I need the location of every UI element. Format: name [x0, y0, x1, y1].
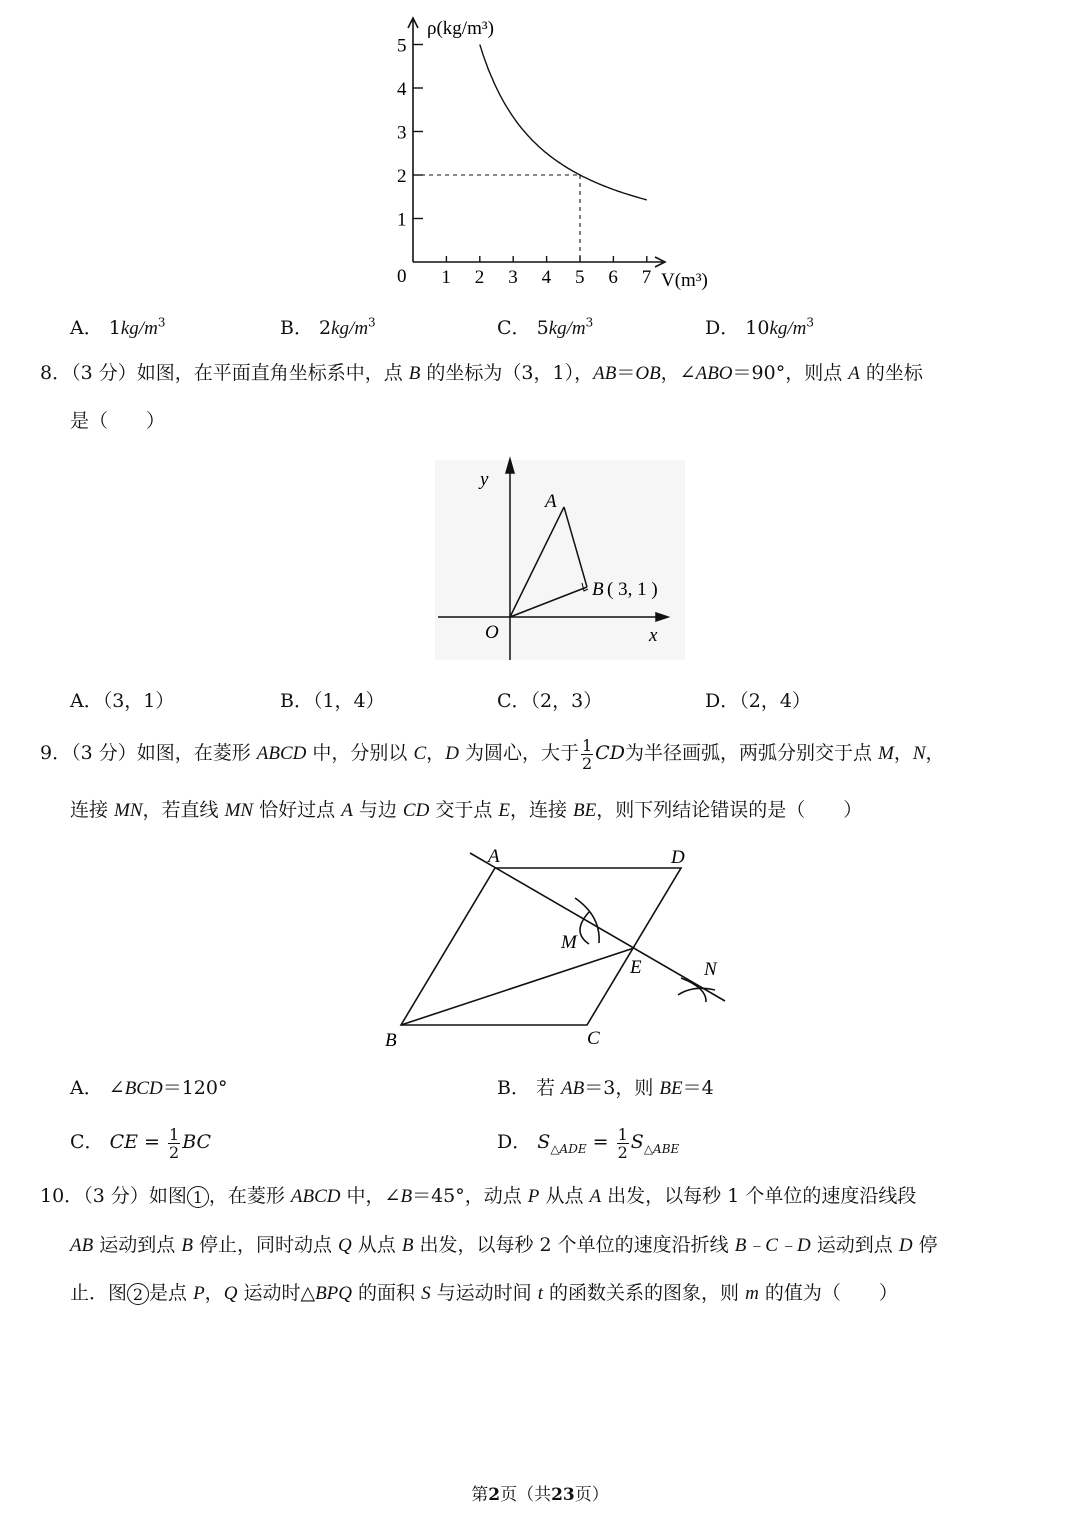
y-tick-label: 2	[397, 166, 407, 187]
x-tick-label: 3	[508, 267, 518, 288]
density-curve	[480, 45, 647, 200]
label-o: O	[485, 622, 499, 643]
label-b-coord: ( 3, 1 )	[607, 579, 658, 600]
y-tick-label: 1	[397, 209, 407, 231]
q9-stem-line2: 连接 MN，若直线 MN 恰好过点 A 与边 CD 交于点 E，连接 BE，则下列结论错误的是（ ）	[70, 799, 863, 821]
q7-option-b[interactable]: B． $2kg/m^3$	[280, 315, 376, 339]
q10-stem-line2: AB 运动到点 B 停止，同时动点 Q 从点 B 出发，以每秒 2 个单位的速度沿折线 B﹣C﹣D 运动到点 D 停	[70, 1234, 938, 1256]
q8-stem-line1: 8．（3 分）如图，在平面直角坐标系中，点 B 的坐标为（3，1），AB＝OB，∠ABO＝90°，则点 A 的坐标	[40, 362, 923, 384]
q9-option-a[interactable]: A． ∠BCD＝120°	[70, 1077, 228, 1099]
q9-stem-line1: 9．（3 分）如图，在菱形 ABCD 中，分别以 C，D 为圆心，大于 $\frac{1}{2}$ CD为半径画弧，两弧分别交于点 M，N，	[40, 735, 945, 773]
q7-option-c[interactable]: C． $5kg/m^3$	[497, 315, 594, 339]
fraction-one-half: $\frac{1}{2}$	[581, 735, 593, 773]
label-x: x	[649, 625, 658, 646]
x-tick-label: 2	[474, 267, 485, 288]
label-a: A	[488, 846, 500, 867]
x-axis-label: V(m³)	[661, 270, 708, 291]
circled-number-1: 1	[187, 1186, 209, 1208]
label-b: B	[592, 579, 604, 600]
x-tick-label: 1	[441, 267, 451, 288]
q7-density-chart	[380, 10, 730, 300]
q10-stem-line1: 10．（3 分）如图 1 ，在菱形 ABCD 中，∠B＝45°，动点 P 从点 A 出发，以每秒 1 个单位的速度沿线段	[40, 1185, 917, 1207]
figure-background	[435, 460, 685, 660]
x-tick-label: 5	[575, 267, 585, 288]
q8-option-c[interactable]: C．（2，3）	[497, 690, 603, 712]
x-tick-label: 7	[641, 267, 652, 288]
page-footer: 第2页（共23页）	[471, 1485, 609, 1505]
rhombus-abcd	[401, 868, 681, 1025]
label-m: M	[561, 932, 577, 953]
label-b: B	[385, 1030, 397, 1051]
q10-stem-line3: 止．图 2 是点 P，Q 运动时△BPQ 的面积 S 与运动时间 t 的函数关系的图象，则 m 的值为（ ）	[70, 1282, 898, 1304]
q9-rhombus-figure	[375, 840, 735, 1055]
y-tick-label: 3	[397, 122, 407, 144]
label-n: N	[704, 959, 717, 980]
label-e: E	[630, 957, 642, 978]
label-y: y	[480, 469, 489, 490]
label-d: D	[671, 847, 685, 868]
q7-option-a[interactable]: A． $1kg/m^3$	[70, 315, 166, 339]
q8-option-a[interactable]: A．（3，1）	[70, 690, 175, 712]
q9-option-c[interactable]: C． CE = $\frac{1}{2}$ BC	[70, 1124, 212, 1162]
y-tick-label: 5	[397, 35, 407, 57]
q9-option-b[interactable]: B． 若 AB＝3，则 BE＝4	[497, 1077, 714, 1099]
y-tick-label: 4	[397, 79, 407, 100]
origin-label: 0	[397, 266, 407, 287]
x-tick-label: 6	[608, 267, 618, 288]
segment-be	[401, 948, 634, 1025]
q8-option-d[interactable]: D．（2，4）	[705, 690, 811, 712]
label-c: C	[587, 1028, 600, 1049]
circled-number-2: 2	[127, 1283, 149, 1305]
arc-n-1	[681, 978, 706, 1002]
q8-stem-line2: 是（ ）	[70, 410, 166, 432]
label-a: A	[545, 491, 557, 512]
y-axis-label: ρ(kg/m³)	[427, 18, 494, 39]
x-tick-label: 4	[541, 267, 552, 288]
q8-option-b[interactable]: B．（1，4）	[280, 690, 385, 712]
q9-option-d[interactable]: D． $S_{\triangle ADE}$ = $\frac{1}{2}$ $S_{\triangle ABE}$	[497, 1124, 680, 1162]
page-number: 2	[488, 1485, 501, 1505]
q8-coordinate-figure	[430, 455, 690, 665]
page-total: 23	[551, 1485, 575, 1505]
q7-option-d[interactable]: D． $10kg/m^3$	[705, 315, 815, 339]
